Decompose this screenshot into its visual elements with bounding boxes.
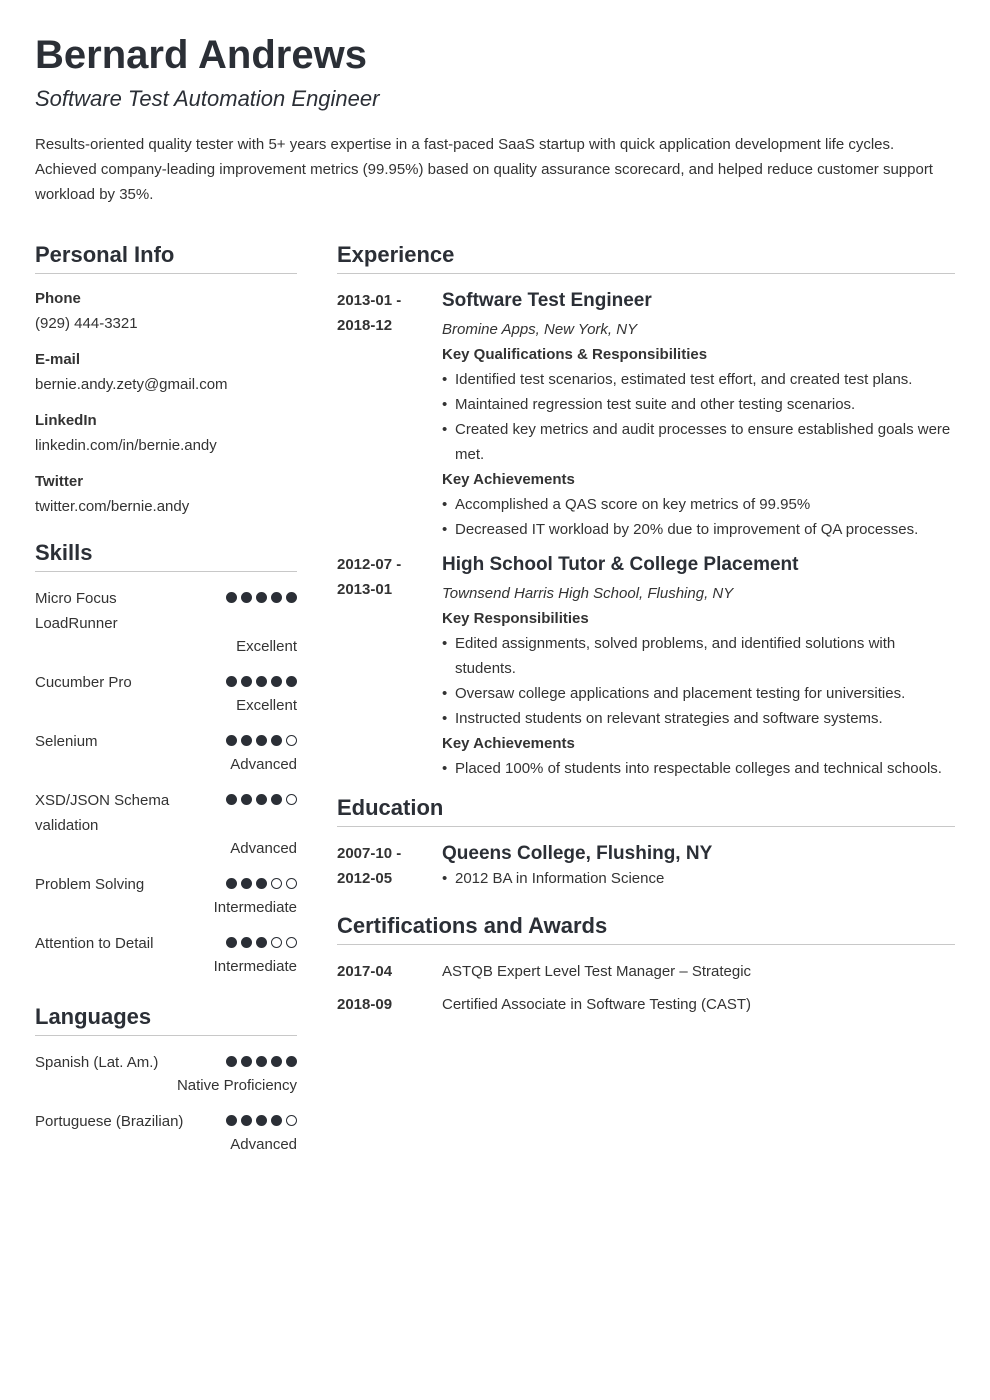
skill-item — [35, 931, 297, 978]
rating-dots — [226, 931, 297, 948]
empty-dot-icon — [286, 794, 297, 805]
email-value: bernie.andy.zety@gmail.com — [35, 376, 228, 393]
education-body — [442, 841, 955, 891]
skill-name: Portuguese (Brazilian) — [35, 1113, 184, 1130]
achievements-list — [442, 492, 955, 542]
filled-dot-icon — [241, 878, 252, 889]
skill-level: Excellent — [236, 697, 297, 714]
skill-item — [35, 586, 297, 658]
cert-date: 2017-04 — [337, 963, 393, 980]
empty-dot-icon — [286, 735, 297, 746]
experience-heading: Experience — [337, 240, 955, 274]
skill-name: Micro Focus LoadRunner — [35, 590, 118, 632]
responsibilities-heading: Key Qualifications & Responsibilities — [442, 346, 708, 363]
education-date — [337, 841, 442, 891]
skill-row — [35, 729, 297, 754]
filled-dot-icon — [286, 676, 297, 687]
job-body — [442, 288, 955, 542]
job-date-end: 2018-12 — [337, 317, 393, 334]
filled-dot-icon — [256, 592, 267, 603]
rating-dots — [226, 872, 297, 889]
filled-dot-icon — [271, 794, 282, 805]
achievements-heading: Key Achievements — [442, 471, 575, 488]
filled-dot-icon — [271, 592, 282, 603]
skill-level: Advanced — [230, 1136, 297, 1153]
education-school: Queens College, Flushing, NY — [442, 843, 713, 864]
skill-name: Cucumber Pro — [35, 674, 132, 691]
filled-dot-icon — [256, 1056, 267, 1067]
filled-dot-icon — [286, 1056, 297, 1067]
filled-dot-icon — [256, 676, 267, 687]
job-entry — [337, 552, 955, 781]
job-company: Townsend Harris High School, Flushing, NY — [442, 585, 734, 602]
rating-dots — [226, 670, 297, 687]
skill-item — [35, 788, 297, 860]
phone-label: Phone — [35, 290, 81, 307]
candidate-name: Bernard Andrews — [35, 33, 367, 77]
list-item: • Edited assignments, solved problems, and identified solutions with students. — [442, 631, 955, 681]
filled-dot-icon — [226, 1115, 237, 1126]
list-item: • Instructed students on relevant strategies and software systems. — [442, 706, 955, 731]
responsibilities-list — [442, 631, 955, 731]
skill-level: Intermediate — [213, 958, 297, 975]
skill-level: Native Proficiency — [176, 1077, 297, 1094]
skill-row — [35, 872, 297, 897]
skill-level: Excellent — [236, 638, 297, 655]
rating-dots — [226, 1109, 297, 1126]
skill-name: Selenium — [35, 733, 98, 750]
skill-name: Problem Solving — [35, 876, 145, 893]
cert-item — [337, 992, 955, 1017]
education-heading: Education — [337, 793, 955, 827]
filled-dot-icon — [226, 1056, 237, 1067]
language-item — [35, 1109, 297, 1156]
resume-header — [35, 30, 955, 207]
candidate-role: Software Test Automation Engineer — [35, 86, 380, 111]
cert-name: Certified Associate in Software Testing (CAST) — [442, 996, 752, 1013]
job-date-start: 2013-01 - — [337, 292, 402, 309]
filled-dot-icon — [256, 1115, 267, 1126]
filled-dot-icon — [271, 1056, 282, 1067]
education-items — [442, 866, 955, 891]
skill-item — [35, 872, 297, 919]
job-entry — [337, 288, 955, 542]
filled-dot-icon — [241, 1115, 252, 1126]
filled-dot-icon — [241, 735, 252, 746]
job-company: Bromine Apps, New York, NY — [442, 321, 638, 338]
skill-row — [35, 670, 297, 695]
skill-name: Attention to Detail — [35, 935, 154, 952]
languages-heading: Languages — [35, 1002, 297, 1036]
email-label: E-mail — [35, 351, 81, 368]
cert-item — [337, 959, 955, 984]
rating-dots — [226, 1050, 297, 1067]
education-date-start: 2007-10 - — [337, 845, 402, 862]
phone-value: (929) 444-3321 — [35, 315, 138, 332]
skill-row — [35, 586, 297, 636]
skill-name: Spanish (Lat. Am.) — [35, 1054, 159, 1071]
filled-dot-icon — [256, 794, 267, 805]
certs-list — [337, 959, 955, 1017]
filled-dot-icon — [271, 676, 282, 687]
skill-row — [35, 1050, 297, 1075]
filled-dot-icon — [226, 878, 237, 889]
filled-dot-icon — [271, 1115, 282, 1126]
skill-level: Advanced — [230, 840, 297, 857]
filled-dot-icon — [286, 592, 297, 603]
language-item — [35, 1050, 297, 1097]
skill-level: Advanced — [230, 756, 297, 773]
education-date-end: 2012-05 — [337, 870, 393, 887]
cert-name: ASTQB Expert Level Test Manager – Strategic — [442, 963, 752, 980]
empty-dot-icon — [286, 878, 297, 889]
linkedin-label: LinkedIn — [35, 412, 97, 429]
right-column — [337, 240, 955, 1025]
job-date-start: 2012-07 - — [337, 556, 402, 573]
skill-row — [35, 788, 297, 838]
achievements-list — [442, 756, 955, 781]
skill-row — [35, 931, 297, 956]
empty-dot-icon — [271, 937, 282, 948]
filled-dot-icon — [241, 794, 252, 805]
list-item: • 2012 BA in Information Science — [442, 866, 955, 891]
filled-dot-icon — [241, 937, 252, 948]
job-date — [337, 288, 442, 542]
job-date — [337, 552, 442, 781]
skill-level: Intermediate — [213, 899, 297, 916]
list-item: • Identified test scenarios, estimated test effort, and created test plans. — [442, 367, 955, 392]
filled-dot-icon — [226, 735, 237, 746]
list-item: • Decreased IT workload by 20% due to improvement of QA processes. — [442, 517, 955, 542]
list-item: • Accomplished a QAS score on key metrics of 99.95% — [442, 492, 955, 517]
filled-dot-icon — [226, 937, 237, 948]
list-item: • Created key metrics and audit processes to ensure established goals were met. — [442, 417, 955, 467]
filled-dot-icon — [226, 794, 237, 805]
responsibilities-heading: Key Responsibilities — [442, 610, 589, 627]
filled-dot-icon — [226, 676, 237, 687]
twitter-value: twitter.com/bernie.andy — [35, 498, 190, 515]
skills-list — [35, 586, 297, 978]
list-item: • Oversaw college applications and placement testing for universities. — [442, 681, 955, 706]
responsibilities-list — [442, 367, 955, 467]
filled-dot-icon — [256, 878, 267, 889]
rating-dots — [226, 586, 297, 603]
rating-dots — [226, 729, 297, 746]
list-item: • Placed 100% of students into respectable colleges and technical schools. — [442, 756, 955, 781]
certifications-heading: Certifications and Awards — [337, 911, 955, 945]
empty-dot-icon — [286, 937, 297, 948]
skill-name: XSD/JSON Schema validation — [35, 792, 170, 834]
job-date-end: 2013-01 — [337, 581, 393, 598]
jobs-list — [337, 288, 955, 781]
skills-heading: Skills — [35, 538, 297, 572]
filled-dot-icon — [256, 735, 267, 746]
profile-summary: Results-oriented quality tester with 5+ years expertise in a fast-paced SaaS startup with quick application development life cycles. Achieved company-leading improvement metrics (99.95%) based on quality assurance scorecard, and helped reduce customer support workload by 35%. — [35, 136, 933, 203]
filled-dot-icon — [241, 592, 252, 603]
skill-item — [35, 729, 297, 776]
filled-dot-icon — [226, 592, 237, 603]
linkedin-value: linkedin.com/in/bernie.andy — [35, 437, 217, 454]
twitter-label: Twitter — [35, 473, 84, 490]
left-column — [35, 240, 297, 1168]
list-item: • Maintained regression test suite and other testing scenarios. — [442, 392, 955, 417]
job-title: High School Tutor & College Placement — [442, 554, 799, 575]
achievements-heading: Key Achievements — [442, 735, 575, 752]
filled-dot-icon — [241, 1056, 252, 1067]
job-title: Software Test Engineer — [442, 290, 652, 311]
education-entry — [337, 841, 955, 891]
skill-item — [35, 670, 297, 717]
rating-dots — [226, 788, 297, 805]
filled-dot-icon — [271, 735, 282, 746]
empty-dot-icon — [271, 878, 282, 889]
filled-dot-icon — [256, 937, 267, 948]
personal-info-heading: Personal Info — [35, 240, 297, 274]
cert-date: 2018-09 — [337, 996, 393, 1013]
skill-row — [35, 1109, 297, 1134]
job-body — [442, 552, 955, 781]
empty-dot-icon — [286, 1115, 297, 1126]
filled-dot-icon — [241, 676, 252, 687]
languages-list — [35, 1050, 297, 1156]
